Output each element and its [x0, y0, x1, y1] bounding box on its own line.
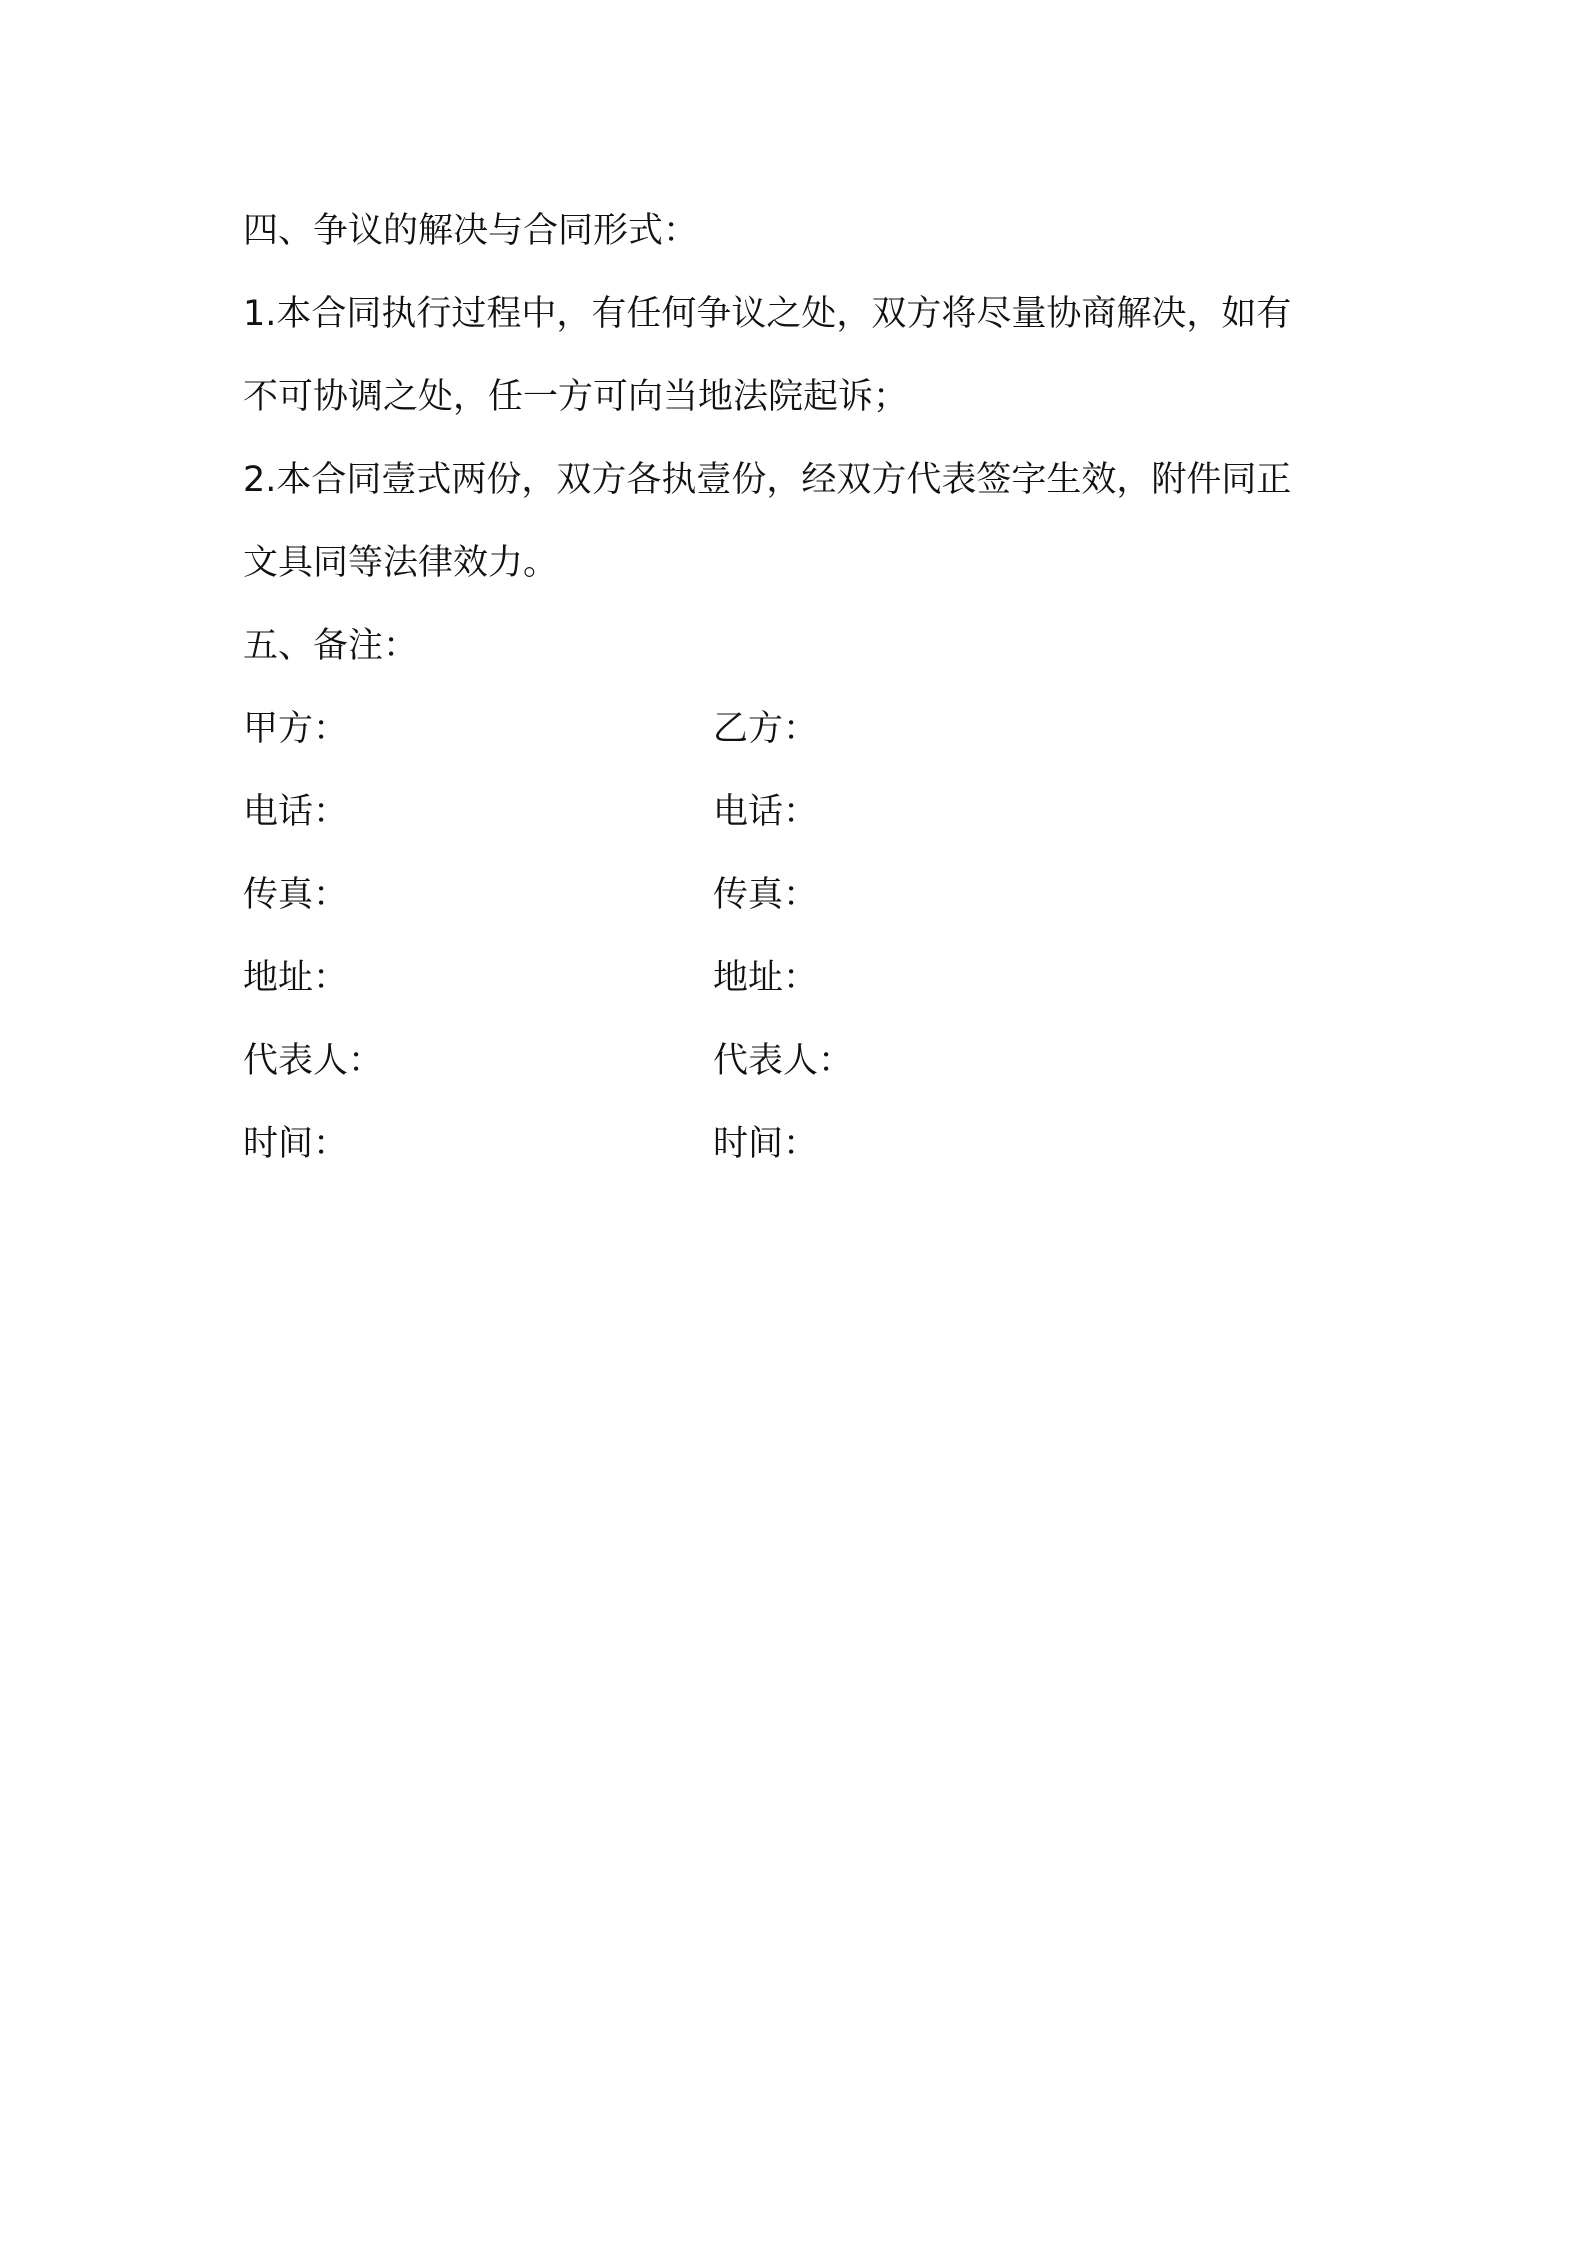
- party-row-representative: [243, 1020, 1363, 1103]
- party-b-representative-label: 代表人：: [713, 1041, 854, 1081]
- section-5-heading: 五、备注：: [243, 626, 419, 666]
- party-a-address-label: 地址：: [243, 958, 349, 998]
- party-row-fax: [243, 854, 1363, 937]
- party-b-fax-label: 传真：: [713, 875, 819, 915]
- clause-1-line-1: 1.本合同执行过程中，有任何争议之处，双方将尽量协商解决，如有: [243, 294, 1292, 334]
- clause-1-line-2: 不可协调之处，任一方可向当地法院起诉；: [243, 377, 909, 417]
- party-a-date-label: 时间：: [243, 1124, 349, 1164]
- party-a-representative-label: 代表人：: [243, 1041, 384, 1081]
- party-row-phone: [243, 771, 1363, 854]
- section-4-heading: 四、争议的解决与合同形式：: [243, 211, 699, 251]
- document-body: [243, 190, 1363, 1186]
- party-row-address: [243, 937, 1363, 1020]
- party-b-phone-label: 电话：: [713, 792, 819, 832]
- party-a-name-label: 甲方：: [243, 709, 349, 749]
- party-b-name-label: 乙方：: [713, 709, 819, 749]
- party-b-address-label: 地址：: [713, 958, 819, 998]
- clause-2-line-1: 2.本合同壹式两份，双方各执壹份，经双方代表签字生效，附件同正: [243, 460, 1292, 500]
- party-a-phone-label: 电话：: [243, 792, 349, 832]
- clause-2-line-2: 文具同等法律效力。: [243, 543, 559, 583]
- party-a-fax-label: 传真：: [243, 875, 349, 915]
- party-row-date: [243, 1103, 1363, 1186]
- party-b-date-label: 时间：: [713, 1124, 819, 1164]
- party-row-name: [243, 688, 1363, 771]
